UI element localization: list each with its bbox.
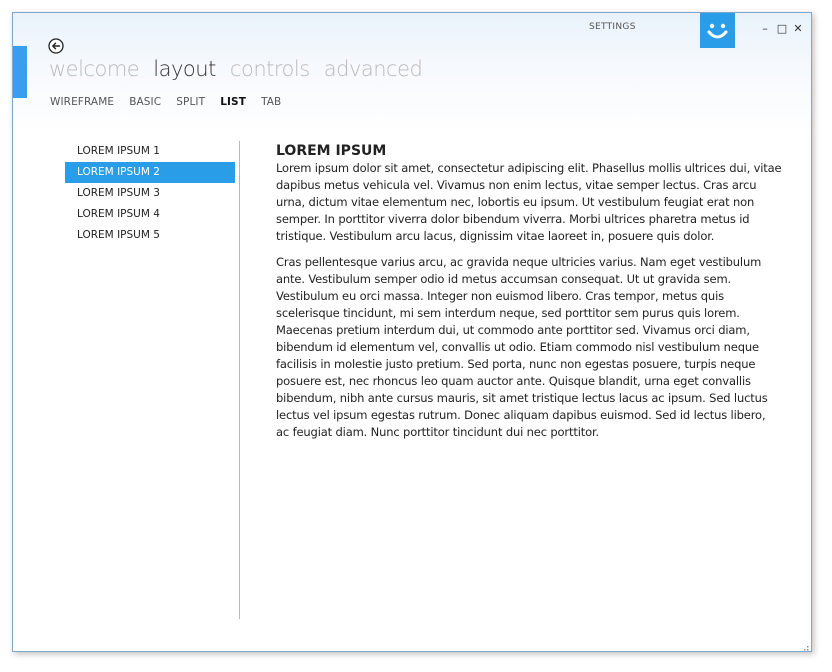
subtab-tab[interactable]: TAB <box>261 96 282 108</box>
content-paragraph: Cras pellentesque varius arcu, ac gravida neque ultricies varius. Nam eget vestibulum ante. Vestibulum semper odio id metus accumsan consequat. Ut ut gravida sem. Vestibulum eu orci massa. Integer non euismod libero. Cras tempor, metus quis scelerisque tincidunt, mi sem interdum neque, sed porttitor sem purus quis lorem. Maecenas pretium interdum dui, ut commodo ante porttitor sed. Vivamus orci diam, bibendum id elementum vel, convallis ut odio. Etiam commodo nisl vestibulum neque facilisis in molestie justo pretium. Sed porta, nunc non egestas posuere, turpis neque posuere est, nec rhoncus leo quam auctor ante. Quisque blandit, urna eget convallis bibendum, nibh ante cursus mauris, sit amet tristique lectus lacus ac ipsum. Sed luctus lectus vel ipsum egestas rutrum. Donec aliquam dapibus euismod. Sed id lectus libero, ac feugiat diam. Nunc porttitor tincidunt dui nec porttitor. <box>276 255 768 439</box>
app-window <box>12 12 812 652</box>
tab-layout[interactable]: layout <box>153 57 216 81</box>
close-button[interactable]: ✕ <box>793 22 803 35</box>
tab-controls[interactable]: controls <box>229 57 310 81</box>
resize-grip-icon[interactable] <box>799 639 809 649</box>
content-title: LOREM IPSUM <box>276 143 387 159</box>
subtab-list[interactable]: LIST <box>220 96 246 108</box>
section-nav <box>49 57 431 81</box>
subsection-nav <box>50 90 291 109</box>
smiley-icon[interactable] <box>700 13 735 48</box>
list-item[interactable]: LOREM IPSUM 4 <box>77 208 160 220</box>
detail-content <box>276 143 782 450</box>
subtab-basic[interactable]: BASIC <box>129 96 162 108</box>
subtab-split[interactable]: SPLIT <box>176 96 206 108</box>
minimize-button[interactable]: – <box>762 22 768 35</box>
panel-divider <box>239 141 240 619</box>
item-list <box>65 141 235 246</box>
list-item-selected[interactable]: LOREM IPSUM 2 <box>65 162 235 183</box>
list-item[interactable]: LOREM IPSUM 3 <box>77 187 160 199</box>
content-paragraph: Lorem ipsum dolor sit amet, consectetur adipiscing elit. Phasellus mollis ultrices dui, vitae dapibus metus vehicula vel. Vivamus non enim lectus, vitae semper lectus. Cras arcu urna, dictum vitae elementum nec, lobortis eu ipsum. Ut vestibulum feugiat erat non semper. In porttitor viverra dolor bibendum viverra. Morbi ultrices pharetra metus id tristique. Vestibulum arcu lacus, dignissim vitae laoreet in, posuere quis dolor. <box>276 161 782 243</box>
maximize-button[interactable]: □ <box>776 22 788 35</box>
settings-link[interactable]: SETTINGS <box>589 22 636 32</box>
tab-advanced[interactable]: advanced <box>323 57 423 81</box>
subtab-wireframe[interactable]: WIREFRAME <box>50 96 115 108</box>
accent-bar <box>13 46 27 98</box>
back-arrow-icon[interactable] <box>48 38 64 54</box>
tab-welcome[interactable]: welcome <box>49 57 140 81</box>
list-item[interactable]: LOREM IPSUM 1 <box>77 145 160 157</box>
list-item[interactable]: LOREM IPSUM 5 <box>77 229 160 241</box>
